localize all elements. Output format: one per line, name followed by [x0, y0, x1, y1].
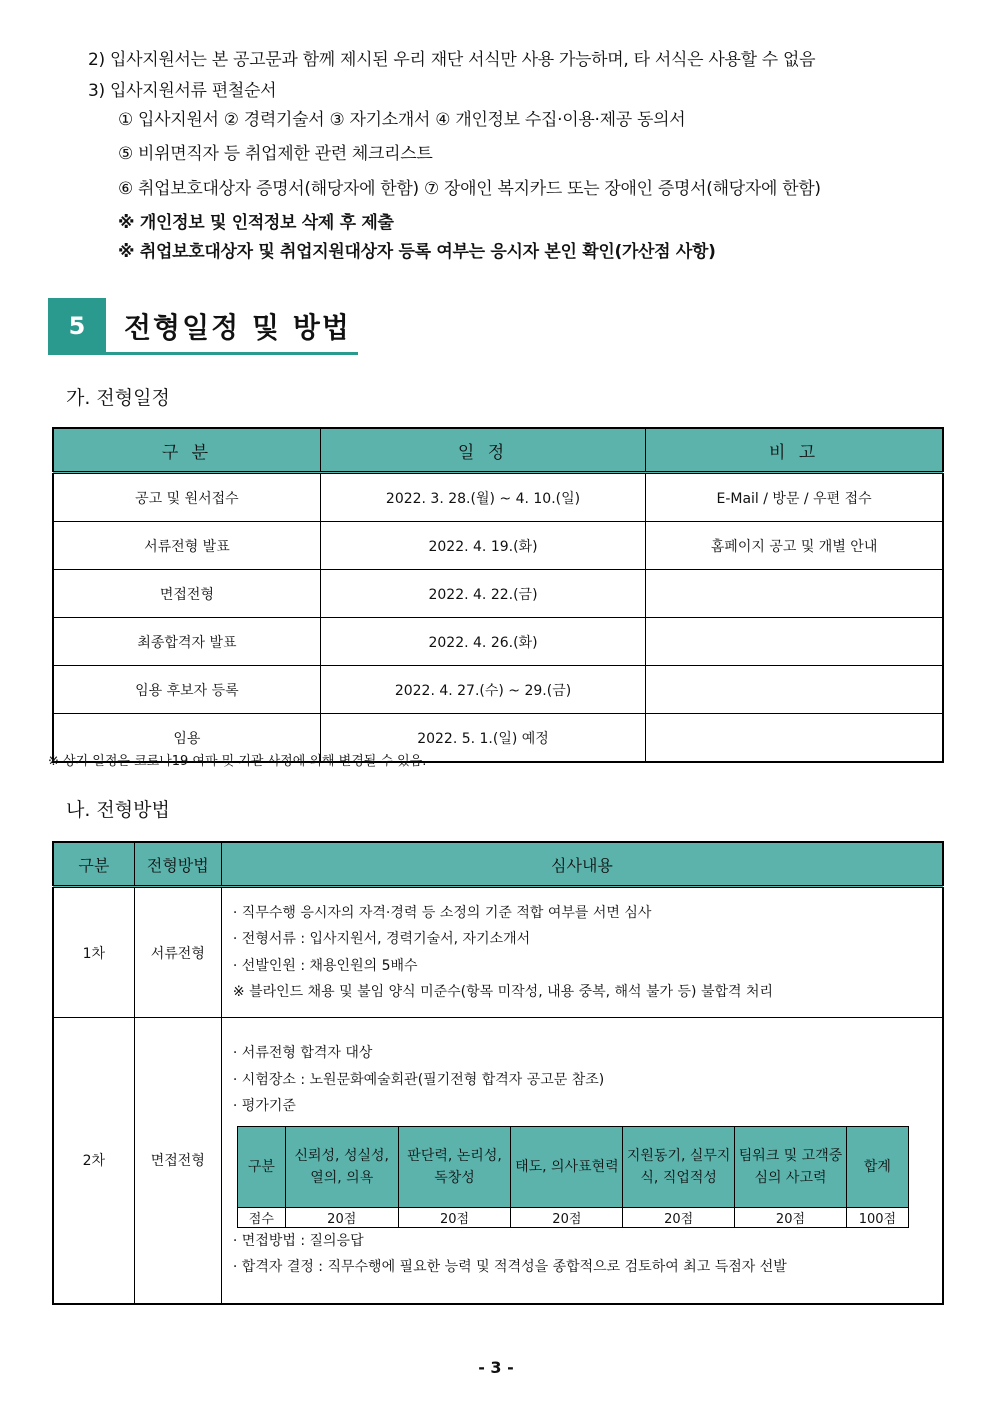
criteria-cell: 20점 — [398, 1207, 511, 1227]
schedule-cell: 2022. 3. 28.(월) ~ 4. 10.(일) — [320, 473, 645, 522]
schedule-header-date: 일 정 — [320, 428, 645, 473]
intro-line-1: 2) 입사지원서는 본 공고문과 함께 제시된 우리 재단 서식만 사용 가능하며, 타 서식은 사용할 수 없음 — [88, 50, 816, 70]
criteria-cell: 20점 — [511, 1207, 623, 1227]
schedule-cell — [646, 618, 943, 666]
table-row — [53, 522, 943, 570]
table-row — [237, 1207, 908, 1227]
table-row — [53, 887, 943, 1018]
schedule-cell: 2022. 5. 1.(일) 예정 — [320, 714, 645, 763]
stage-round: 1차 — [53, 887, 134, 1018]
intro-note-2: ※ 취업보호대상자 및 취업지원대상자 등록 여부는 응시자 본인 확인(가산점 사항) — [118, 242, 716, 262]
criteria-cell: 100점 — [846, 1207, 908, 1227]
list-item: · 평가기준 — [232, 1098, 296, 1114]
schedule-cell: 2022. 4. 26.(화) — [320, 618, 645, 666]
criteria-cell: 20점 — [285, 1207, 398, 1227]
criteria-table — [237, 1126, 909, 1228]
section-title: 전형일정 및 방법 — [124, 311, 351, 344]
schedule-header-remark: 비 고 — [646, 428, 943, 473]
intro-line-3: ① 입사지원서 ② 경력기술서 ③ 자기소개서 ④ 개인정보 수집·이용·제공 동의서 — [118, 110, 686, 130]
section-header — [48, 298, 358, 354]
schedule-table — [52, 427, 944, 763]
section-number: 5 — [48, 298, 106, 354]
schedule-cell: 2022. 4. 22.(금) — [320, 570, 645, 618]
criteria-cell: 20점 — [735, 1207, 847, 1227]
criteria-header: 신뢰성, 성실성, 열의, 의욕 — [285, 1126, 398, 1207]
intro-line-4: ⑤ 비위면직자 등 취업제한 관련 체크리스트 — [118, 144, 433, 164]
schedule-heading: 가. 전형일정 — [66, 387, 170, 409]
table-row — [53, 1018, 943, 1304]
schedule-cell: E-Mail / 방문 / 우편 접수 — [646, 473, 943, 522]
criteria-header: 판단력, 논리성, 독창성 — [398, 1126, 511, 1207]
list-item: · 면접방법 : 질의응답 — [232, 1232, 364, 1249]
criteria-header: 구분 — [237, 1126, 285, 1207]
criteria-header: 지원동기, 실무지식, 직업적성 — [623, 1126, 735, 1207]
stage-content — [221, 1018, 943, 1304]
criteria-cell: 점수 — [237, 1207, 285, 1227]
table-row — [53, 666, 943, 714]
list-item: ※ 블라인드 채용 및 불임 양식 미준수(항목 미작성, 내용 중복, 해석 불가 등) 불합격 처리 — [232, 984, 774, 1000]
stage-type: 서류전형 — [134, 887, 221, 1018]
section-underline — [48, 352, 358, 355]
method-header-category: 구분 — [53, 842, 134, 887]
schedule-cell: 2022. 4. 27.(수) ~ 29.(금) — [320, 666, 645, 714]
schedule-note: ※ 상기 일정은 코로나19 여파 및 기관 사정에 의해 변경될 수 있음. — [48, 754, 427, 769]
schedule-header-category: 구 분 — [53, 428, 320, 473]
page-number: - 3 - — [478, 1358, 514, 1377]
schedule-cell — [646, 714, 943, 763]
method-header-type: 전형방법 — [134, 842, 221, 887]
schedule-cell — [646, 570, 943, 618]
schedule-cell: 공고 및 원서접수 — [53, 473, 320, 522]
table-row — [53, 618, 943, 666]
schedule-cell: 면접전형 — [53, 570, 320, 618]
list-item: · 합격자 결정 : 직무수행에 필요한 능력 및 적격성을 종합적으로 검토하여 최고 득점자 선발 — [232, 1259, 787, 1275]
schedule-cell: 임용 — [53, 714, 320, 763]
method-header-content: 심사내용 — [221, 842, 943, 887]
schedule-cell: 서류전형 발표 — [53, 522, 320, 570]
list-item: · 시험장소 : 노원문화예술회관(필기전형 합격자 공고문 참조) — [232, 1071, 605, 1088]
list-item: · 전형서류 : 입사지원서, 경력기술서, 자기소개서 — [232, 931, 531, 947]
intro-line-5: ⑥ 취업보호대상자 증명서(해당자에 한함) ⑦ 장애인 복지카드 또는 장애인 증명서(해당자에 한함) — [118, 179, 821, 199]
list-item: · 직무수행 응시자의 자격·경력 등 소정의 기준 적합 여부를 서면 심사 — [232, 904, 652, 921]
criteria-header: 합계 — [846, 1126, 908, 1207]
method-table — [52, 841, 944, 1305]
table-row — [53, 570, 943, 618]
stage-content — [221, 887, 943, 1018]
list-item: · 선발인원 : 채용인원의 5배수 — [232, 957, 418, 974]
list-item: · 서류전형 합격자 대상 — [232, 1045, 373, 1061]
criteria-cell: 20점 — [623, 1207, 735, 1227]
criteria-header: 팀워크 및 고객중심의 사고력 — [735, 1126, 847, 1207]
intro-note-1: ※ 개인정보 및 인적정보 삭제 후 제출 — [118, 213, 394, 233]
schedule-cell: 홈페이지 공고 및 개별 안내 — [646, 522, 943, 570]
schedule-cell — [646, 666, 943, 714]
schedule-cell: 2022. 4. 19.(화) — [320, 522, 645, 570]
criteria-header: 태도, 의사표현력 — [511, 1126, 623, 1207]
table-row — [53, 473, 943, 522]
schedule-cell: 최종합격자 발표 — [53, 618, 320, 666]
method-heading: 나. 전형방법 — [66, 799, 170, 821]
stage-round: 2차 — [53, 1018, 134, 1304]
stage-type: 면접전형 — [134, 1018, 221, 1304]
intro-line-2: 3) 입사지원서류 편철순서 — [88, 81, 277, 101]
schedule-cell: 임용 후보자 등록 — [53, 666, 320, 714]
